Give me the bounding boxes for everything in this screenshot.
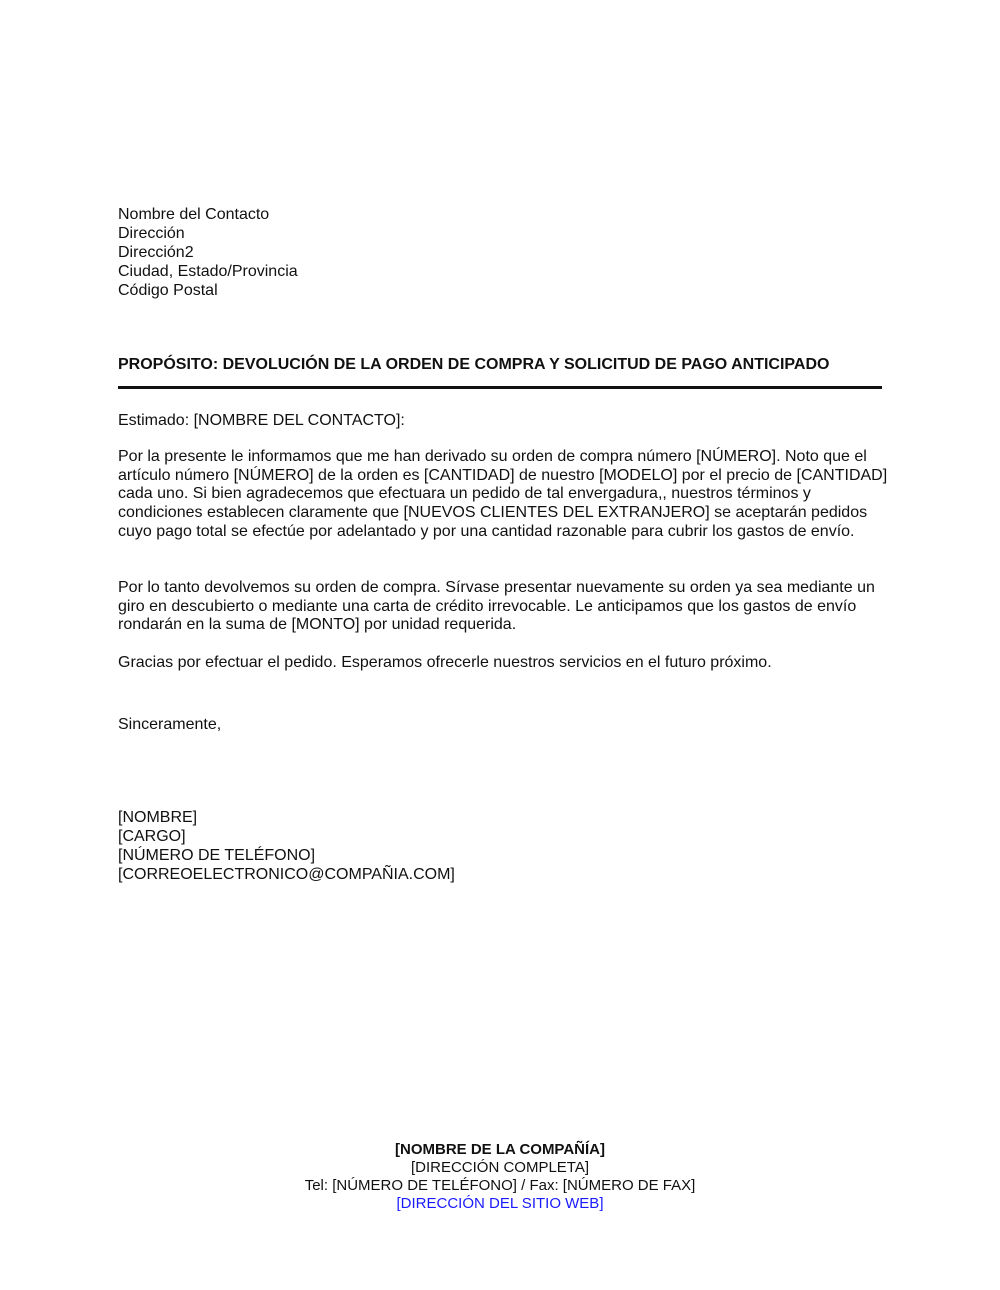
body-paragraph-2: Por lo tanto devolvemos su orden de compra. Sírvase presentar nuevamente su orden ya sea mediante un giro en descubierto o mediante una carta de crédito irrevocable. Le anticipamos que los gastos de envío rondarán en la suma de [MONTO] por unidad requerida. bbox=[118, 579, 875, 634]
closing: Sinceramente, bbox=[118, 716, 222, 733]
recipient-name: Nombre del Contacto bbox=[118, 206, 270, 223]
subject-line: PROPÓSITO: DEVOLUCIÓN DE LA ORDEN DE COMPRA Y SOLICITUD DE PAGO ANTICIPADO bbox=[118, 356, 830, 373]
signer-title: [CARGO] bbox=[118, 828, 186, 845]
signer-email: [CORREOELECTRONICO@COMPAÑIA.COM] bbox=[118, 866, 455, 883]
recipient-postal-code: Código Postal bbox=[118, 282, 218, 299]
subject-divider bbox=[118, 386, 882, 389]
body-paragraph-1: Por la presente le informamos que me han derivado su orden de compra número [NÚMERO]. Noto que el artículo número [NÚMERO] de la orden es [CANTIDAD] de nuestro [MODELO] por el precio de [CANTIDAD] cada uno. Si bien agradecemos que efectuara un pedido de tal envergadura,, nuestros términos y condiciones establecen claramente que [NUEVOS CLIENTES DEL EXTRANJERO] se aceptarán pedidos cuyo pago total se efectúe por adelantado y por una cantidad razonable para cubrir los gastos de envío. bbox=[118, 448, 888, 540]
body-paragraph-3: Gracias por efectuar el pedido. Esperamos ofrecerle nuestros servicios en el futuro próximo. bbox=[118, 654, 772, 671]
signer-name: [NOMBRE] bbox=[118, 809, 198, 826]
recipient-address bbox=[118, 205, 298, 300]
salutation: Estimado: [NOMBRE DEL CONTACTO]: bbox=[118, 412, 405, 429]
signature-block bbox=[118, 808, 455, 884]
recipient-address-line1: Dirección bbox=[118, 225, 185, 242]
company-address: [DIRECCIÓN COMPLETA] bbox=[410, 1159, 590, 1176]
company-name: [NOMBRE DE LA COMPAÑÍA] bbox=[395, 1141, 605, 1158]
recipient-address-line2: Dirección2 bbox=[118, 244, 194, 261]
recipient-city-state: Ciudad, Estado/Provincia bbox=[118, 263, 298, 280]
signer-phone: [NÚMERO DE TELÉFONO] bbox=[118, 847, 316, 864]
letterhead-footer bbox=[0, 1141, 1000, 1213]
company-website-link[interactable]: [DIRECCIÓN DEL SITIO WEB] bbox=[396, 1195, 604, 1212]
company-contact: Tel: [NÚMERO DE TELÉFONO] / Fax: [NÚMERO DE FAX] bbox=[304, 1177, 696, 1194]
